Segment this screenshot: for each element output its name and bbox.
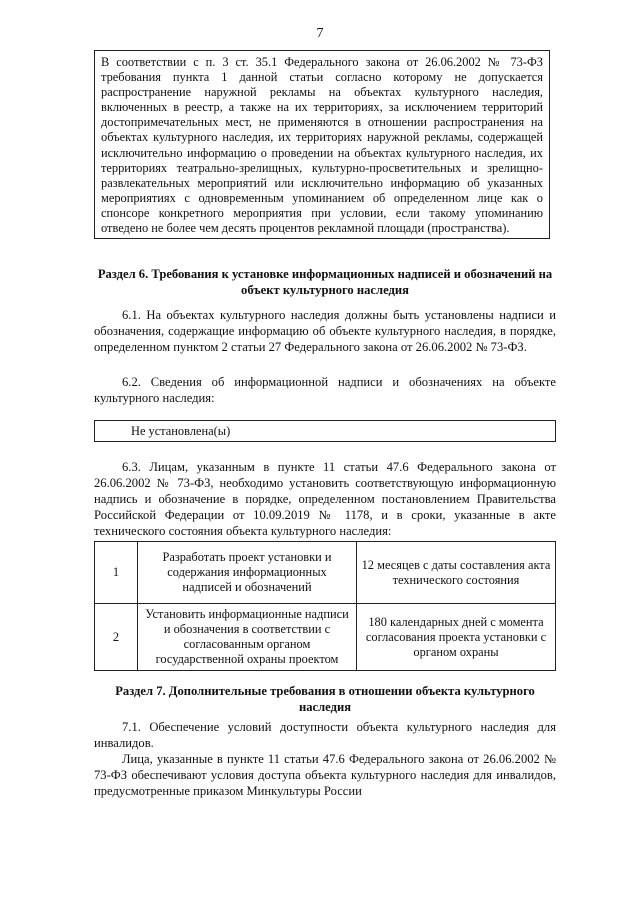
paragraph-7-1: [94, 720, 556, 752]
task-deadline: 180 календарных дней с момента согласования проекта установки с органом охраны: [357, 604, 556, 671]
task-action: Установить информационные надписи и обозначения в соответствии с согласованным органом государственной охраны проектом: [138, 604, 357, 671]
advertising-notice-box: [94, 50, 550, 239]
installation-tasks-table: [94, 541, 556, 671]
paragraph-7-1-text: 7.1. Обеспечение условий доступности объекта культурного наследия для инвалидов.: [94, 720, 556, 750]
paragraph-7-1-continued-text: Лица, указанные в пункте 11 статьи 47.6 Федерального закона от 26.06.2002 № 73-ФЗ обеспечивают условия доступа объекта культурного наследия для инвалидов, предусмотренные приказом Минкультуры России: [94, 752, 556, 798]
paragraph-6-3-text: 6.3. Лицам, указанным в пункте 11 статьи 47.6 Федерального закона от 26.06.2002 № 73-ФЗ, необходимо установить соответствующую информационную надпись и обозначение в порядке, определенном постановлением Правительства Российской Федерации от 10.09.2019 № 1178, и в сроки, указанные в акте технического состояния объекта культурного наследия:: [94, 460, 556, 538]
advertising-notice-text: В соответствии с п. 3 ст. 35.1 Федерального закона от 26.06.2002 № 73-ФЗ требования пункта 1 данной статьи согласно которому не допускается распространение наружной рекламы на объектах культурного наследия, включенных в реестр, а также на их территориях, за исключением территорий достопримечательных мест, не применяются в отношении распространения на объектах культурного наследия, их территориях наружной рекламы, содержащей исключительно информацию о проведении на объектах культурного наследия, их территориях театрально-зрелищных, культурно-просветительных и зрелищно-развлекательных мероприятий или исключительно информацию об указанных мероприятиях с одновременным упоминанием об определенном лице как о спонсоре конкретного мероприятия при условии, если такому упоминанию отведено не более чем десять процентов рекламной площади (пространства).: [101, 55, 543, 236]
table-row: [95, 542, 556, 604]
paragraph-6-2: [94, 375, 556, 407]
section-6-heading: Раздел 6. Требования к установке информационных надписей и обозначений на объект культурного наследия: [97, 267, 553, 297]
task-number: 1: [95, 542, 138, 604]
section-7-heading: Раздел 7. Дополнительные требования в отношении объекта культурного наследия: [115, 684, 535, 714]
inscription-status-value: Не установлена(ы): [131, 424, 231, 438]
paragraph-6-2-text: 6.2. Сведения об информационной надписи и обозначениях на объекте культурного наследия:: [94, 375, 556, 405]
paragraph-7-1-continued: [94, 752, 556, 800]
inscription-status-box: [94, 420, 556, 442]
paragraph-6-1: [94, 308, 556, 356]
task-number: 2: [95, 604, 138, 671]
paragraph-6-1-text: 6.1. На объектах культурного наследия должны быть установлены надписи и обозначения, содержащие информацию об объекте культурного наследия, в порядке, определенном пунктом 2 статьи 27 Федерального закона от 26.06.2002 № 73-ФЗ.: [94, 308, 556, 354]
page-number: 7: [316, 26, 324, 41]
paragraph-6-3: [94, 460, 556, 540]
table-row: [95, 604, 556, 671]
task-action: Разработать проект установки и содержания информационных надписей и обозначений: [138, 542, 357, 604]
task-deadline: 12 месяцев с даты составления акта технического состояния: [357, 542, 556, 604]
